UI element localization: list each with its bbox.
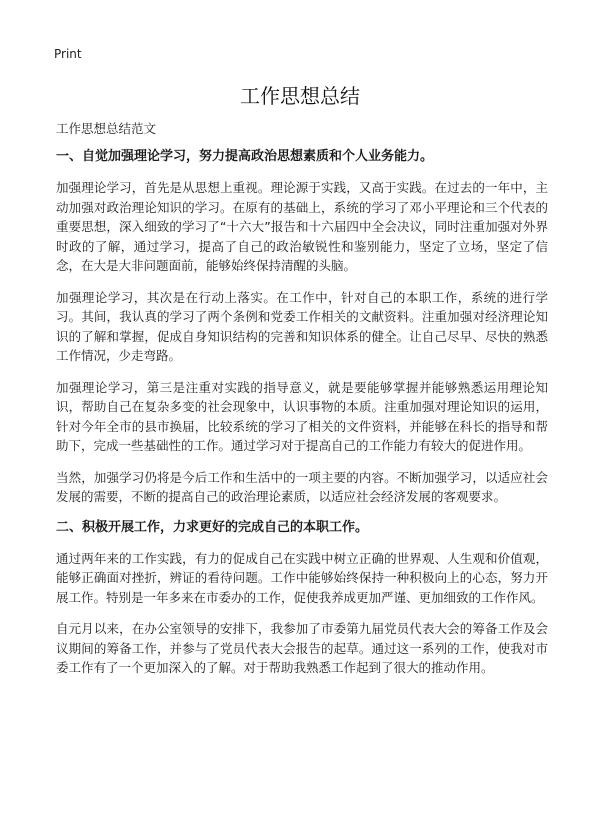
page-title: 工作思想总结 [240, 84, 360, 108]
paragraph: 通过两年来的工作实践，有力的促成自己在实践中树立正确的世界观、人生观和价值观，能够正确面对挫折，辨证的看待问题。工作中能够始终保持一种积极向上的心态，努力开展工作。特别是一年多来在市委办的工作，促使我养成更加严谨、更加细致的工作作风。 [56, 550, 548, 605]
paragraph: 加强理论学习，第三是注重对实践的指导意义，就是要能够掌握并能够熟悉运用理论知识，帮助自己在复杂多变的社会现象中，认识事物的本质。注重加强对理论知识的运用，针对今年全市的县市换届，比较系统的学习了相关的文件资料，并能够在科长的指导和帮助下，完成一些基础性的工作。通过学习对于提高自己的工作能力有较大的促进作用。 [56, 379, 548, 453]
section-2 [56, 519, 548, 678]
paragraph: 加强理论学习，其次是在行动上落实。在工作中，针对自己的本职工作，系统的进行学习。其间，我认真的学习了两个条例和党委工作相关的文献资料。注重加强对经济理论知识的了解和掌握，促成自身知识结构的完善和知识体系的健全。让自己尽早、尽快的熟悉工作情况，少走弯路。 [56, 289, 548, 363]
section-1 [56, 148, 548, 507]
paragraph: 当然，加强学习仍将是今后工作和生活中的一项主要的内容。不断加强学习，以适应社会发展的需要，不断的提高自己的政治理论素质，以适应社会经济发展的客观要求。 [56, 469, 548, 504]
section-heading: 二、积极开展工作，力求更好的完成自己的本职工作。 [56, 519, 369, 535]
print-link[interactable]: Print [54, 47, 82, 61]
paragraph: 加强理论学习，首先是从思想上重视。理论源于实践，又高于实践。在过去的一年中，主动加强对政治理论知识的学习。在原有的基础上，系统的学习了邓小平理论和三个代表的重要思想，深入细致的学习了“十六大”报告和十六届四中全会决议，同时注重加强对外界时政的了解，通过学习，提高了自己的政治敏锐性和鉴别能力，坚定了立场，坚定了信念，在大是大非问题面前，能够始终保持清醒的头脑。 [56, 180, 548, 273]
document-body [56, 120, 548, 690]
section-heading: 一、自觉加强理论学习，努力提高政治思想素质和个人业务能力。 [56, 149, 434, 164]
paragraph: 自元月以来，在办公室领导的安排下，我参加了市委第九届党员代表大会的筹备工作及会议期间的筹备工作，并参与了党员代表大会报告的起草。通过这一系列的工作，使我对市委工作有了一个更加深入的了解。对于帮助我熟悉工作起到了很大的推动作用。 [56, 621, 548, 675]
document-subtitle: 工作思想总结范文 [56, 121, 157, 136]
